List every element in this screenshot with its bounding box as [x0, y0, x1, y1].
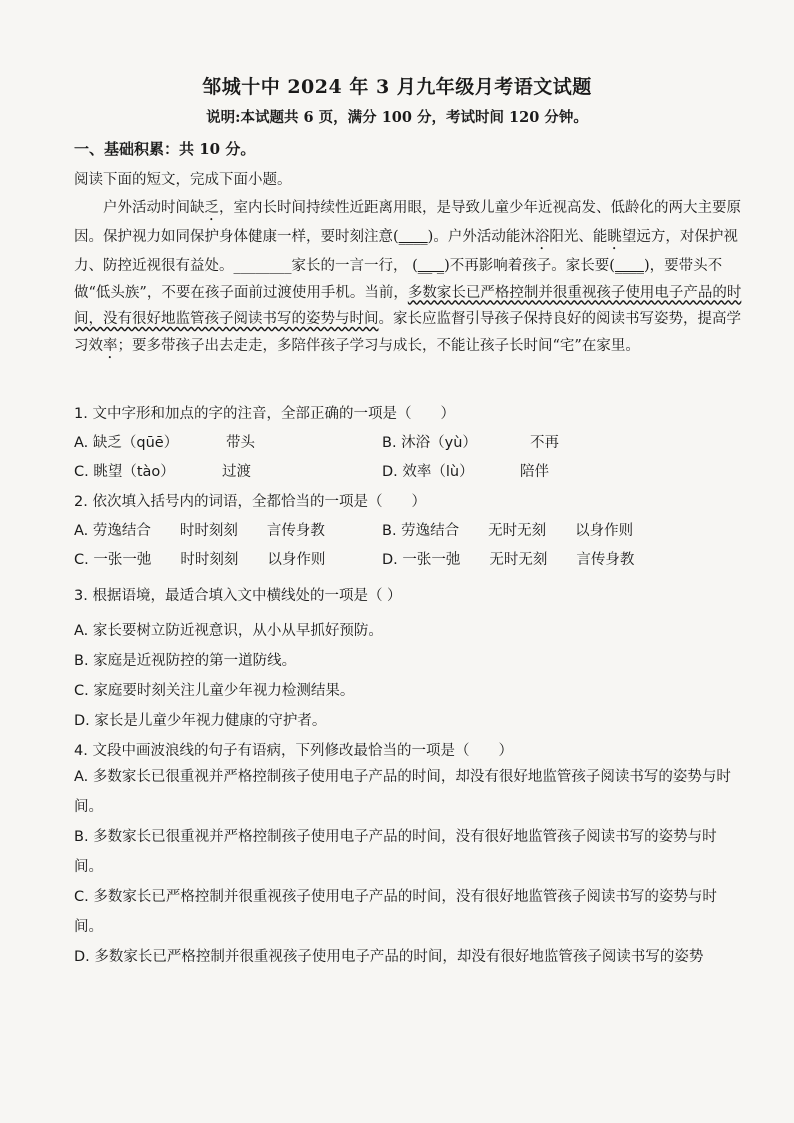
reading-passage [74, 195, 742, 362]
passage-paragraph [74, 195, 742, 362]
passage-text: 望远方，对保护视力、防控近视很有益处。 [74, 229, 738, 274]
passage-text: )，要带头不做“低头族”，不要在孩子面前过渡使用手机。当前， [74, 258, 723, 301]
wavy-underlined-sentence: 多数家长已严格控制并很重视孩子使用电子产品的时间，没有很好地监管孩子阅读书写的姿势与时间 [74, 284, 742, 328]
q3-option-a: A. 家长要树立防近视意识，从小从早抓好预防。 [74, 623, 383, 639]
q4-option-c: C. 多数家长已严格控制并很重视孩子使用电子产品的时间，没有很好地监管孩子阅读书写的姿势与时间。 [74, 889, 717, 935]
q2-option-d: D. 一张一弛 无时无刻 言传身教 [382, 552, 635, 568]
question-2-stem: 2. 依次填入括号内的词语，全都恰当的一项是（ ） [74, 494, 426, 510]
q1-option-c: C. 眺望（tào） [74, 464, 175, 480]
passage-text: 户外活动时间缺 [103, 200, 205, 216]
q3-option-d: D. 家长是儿童少年视力健康的守护者。 [74, 713, 327, 729]
answer-blank: ____ [614, 258, 644, 274]
question-1-stem: 1. 文中字形和加点的字的注音，全部正确的一项是（ ） [74, 406, 455, 422]
page-title: 邹城十中 2024 年 3 月九年级月考语文试题 [202, 76, 592, 98]
q1-option-a: A. 缺乏（qūē） [74, 435, 179, 451]
q3-option-b: B. 家庭是近视防控的第一道防线。 [74, 653, 297, 669]
q1-option-c-word: 过渡 [222, 464, 251, 480]
q1-option-a-word: 带头 [226, 435, 255, 451]
answer-blank: ____ [398, 229, 428, 245]
answer-blank: ________ [233, 258, 292, 274]
reading-intro: 阅读下面的短文，完成下面小题。 [74, 172, 292, 188]
q4-option-b: B. 多数家长已很重视并严格控制孩子使用电子产品的时间，没有很好地监管孩子阅读书写的姿势与时间。 [74, 829, 717, 875]
q1-option-d-word: 陪伴 [520, 464, 549, 480]
passage-text: )。户外活动能沐 [427, 229, 535, 245]
dotted-char: 率 [103, 337, 118, 354]
passage-text: 家长的一言一行， ( [291, 258, 418, 274]
exam-instructions: 说明:本试题共 6 页，满分 100 分，考试时间 120 分钟。 [206, 109, 588, 126]
q4-option-a: A. 多数家长已很重视并严格控制孩子使用电子产品的时间，却没有很好地监管孩子阅读书写的姿势与时间。 [74, 769, 731, 815]
q1-option-d: D. 效率（lù） [382, 464, 474, 480]
q2-option-c: C. 一张一弛 时时刻刻 以身作则 [74, 552, 326, 568]
dotted-char: 眺 [607, 229, 622, 245]
question-4-stem: 4. 文段中画波浪线的句子有语病，下列修改最恰当的一项是（ ） [74, 743, 513, 759]
q2-option-b: B. 劳逸结合 无时无刻 以身作则 [382, 523, 634, 539]
question-3-stem: 3. 根据语境，最适合填入文中横线处的一项是（ ） [74, 588, 402, 604]
passage-text: ；要多带孩子出去走走，多陪伴孩子学习与成长，不能让孩子长时间“宅”在家里。 [117, 337, 640, 354]
q3-option-c: C. 家庭要时刻关注儿童少年视力检测结果。 [74, 683, 355, 699]
q1-option-b: B. 沐浴（yù） [382, 435, 477, 451]
passage-text: )不再影响着孩子。家长要( [444, 258, 615, 274]
section-heading: 一、基础积累：共 10 分。 [74, 140, 256, 158]
passage-text: ，室内长时间持续性近距离用眼，是导致儿童少年近视高发、低龄化的两大主要原因。保护视力如同保护身体健康一样，要时刻注意( [74, 200, 741, 245]
q1-option-b-word: 不再 [530, 435, 559, 451]
q4-option-d: D. 多数家长已严格控制并很重视孩子使用电子产品的时间，却没有很好地监管孩子阅读书写的姿势 [74, 949, 704, 965]
dotted-char: 乏 [204, 200, 219, 216]
passage-text: 。家长应监督引导孩子保持良好的阅读书写姿势，提高学习效 [74, 311, 741, 354]
dotted-char: 浴 [534, 229, 550, 245]
answer-blank: __ _ [417, 258, 445, 274]
passage-text: 阳光、能 [549, 229, 608, 245]
q2-option-a: A. 劳逸结合 时时刻刻 言传身教 [74, 523, 325, 539]
